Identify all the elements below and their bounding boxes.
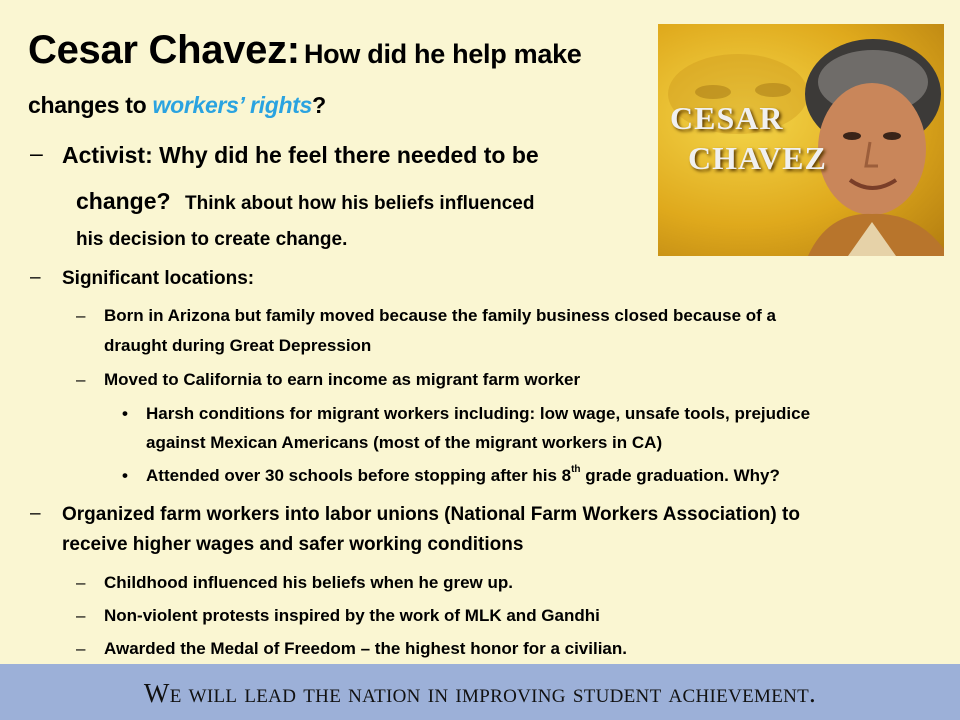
list-item: Awarded the Medal of Freedom – the highest honor for a civilian.	[104, 639, 627, 658]
title-question-end: ?	[312, 92, 326, 118]
unions-text: Organized farm workers into labor unions (National Farm Workers Association) to	[62, 504, 800, 525]
activist-continued: change?	[76, 188, 171, 214]
portrait-image	[658, 24, 944, 256]
activist-lead: Activist: Why did he feel there needed to be	[62, 142, 539, 168]
slide-title	[28, 28, 582, 73]
footer-banner	[0, 664, 960, 720]
bullet-item	[146, 466, 780, 486]
dash-marker: –	[76, 639, 86, 658]
footer-motto: We will lead the nation in improving student achievement.	[143, 678, 817, 708]
bullet-text: Attended over 30 schools before stopping after his 8	[146, 466, 572, 485]
title-question: How did he help make	[303, 39, 582, 69]
dash-marker: –	[76, 573, 86, 592]
title-highlight: workers’ rights	[152, 92, 313, 118]
unions-text-cont: receive higher wages and safer working conditions	[62, 534, 524, 555]
slide-title-line2	[28, 92, 326, 119]
dash-marker: –	[30, 267, 41, 288]
dash-marker: –	[76, 306, 86, 325]
activist-line2	[76, 188, 534, 215]
bullet-marker: •	[122, 466, 128, 485]
list-item: Non-violent protests inspired by the work of MLK and Gandhi	[104, 606, 600, 625]
list-item: Childhood influenced his beliefs when he grew up.	[104, 573, 513, 592]
photo-caption-last: CHAVEZ	[688, 140, 827, 176]
locations-heading: Significant locations:	[62, 268, 255, 289]
list-item: Born in Arizona but family moved because the family business closed because of a	[104, 306, 776, 325]
activist-prompt-line2: his decision to create change.	[76, 229, 348, 250]
list-item-cont: draught during Great Depression	[104, 336, 372, 355]
list-item: Moved to California to earn income as migrant farm worker	[104, 370, 581, 389]
bullet-marker: •	[122, 404, 128, 423]
activist-prompt: Think about how his beliefs influenced	[185, 193, 535, 214]
title-name: Cesar Chavez:	[28, 28, 300, 72]
title-question-cont: changes to	[28, 92, 147, 118]
dash-marker: –	[30, 140, 43, 166]
bullet-text-end: grade graduation. Why?	[580, 466, 780, 485]
dash-marker: –	[76, 606, 86, 625]
dash-marker: –	[30, 503, 41, 524]
dash-marker: –	[76, 370, 86, 389]
bullet-item-cont: against Mexican Americans (most of the migrant workers in CA)	[146, 433, 663, 452]
ordinal-suffix: th	[571, 464, 581, 475]
bullet-item: Harsh conditions for migrant workers including: low wage, unsafe tools, prejudice	[146, 404, 811, 423]
photo-caption-first: CESAR	[670, 100, 784, 136]
